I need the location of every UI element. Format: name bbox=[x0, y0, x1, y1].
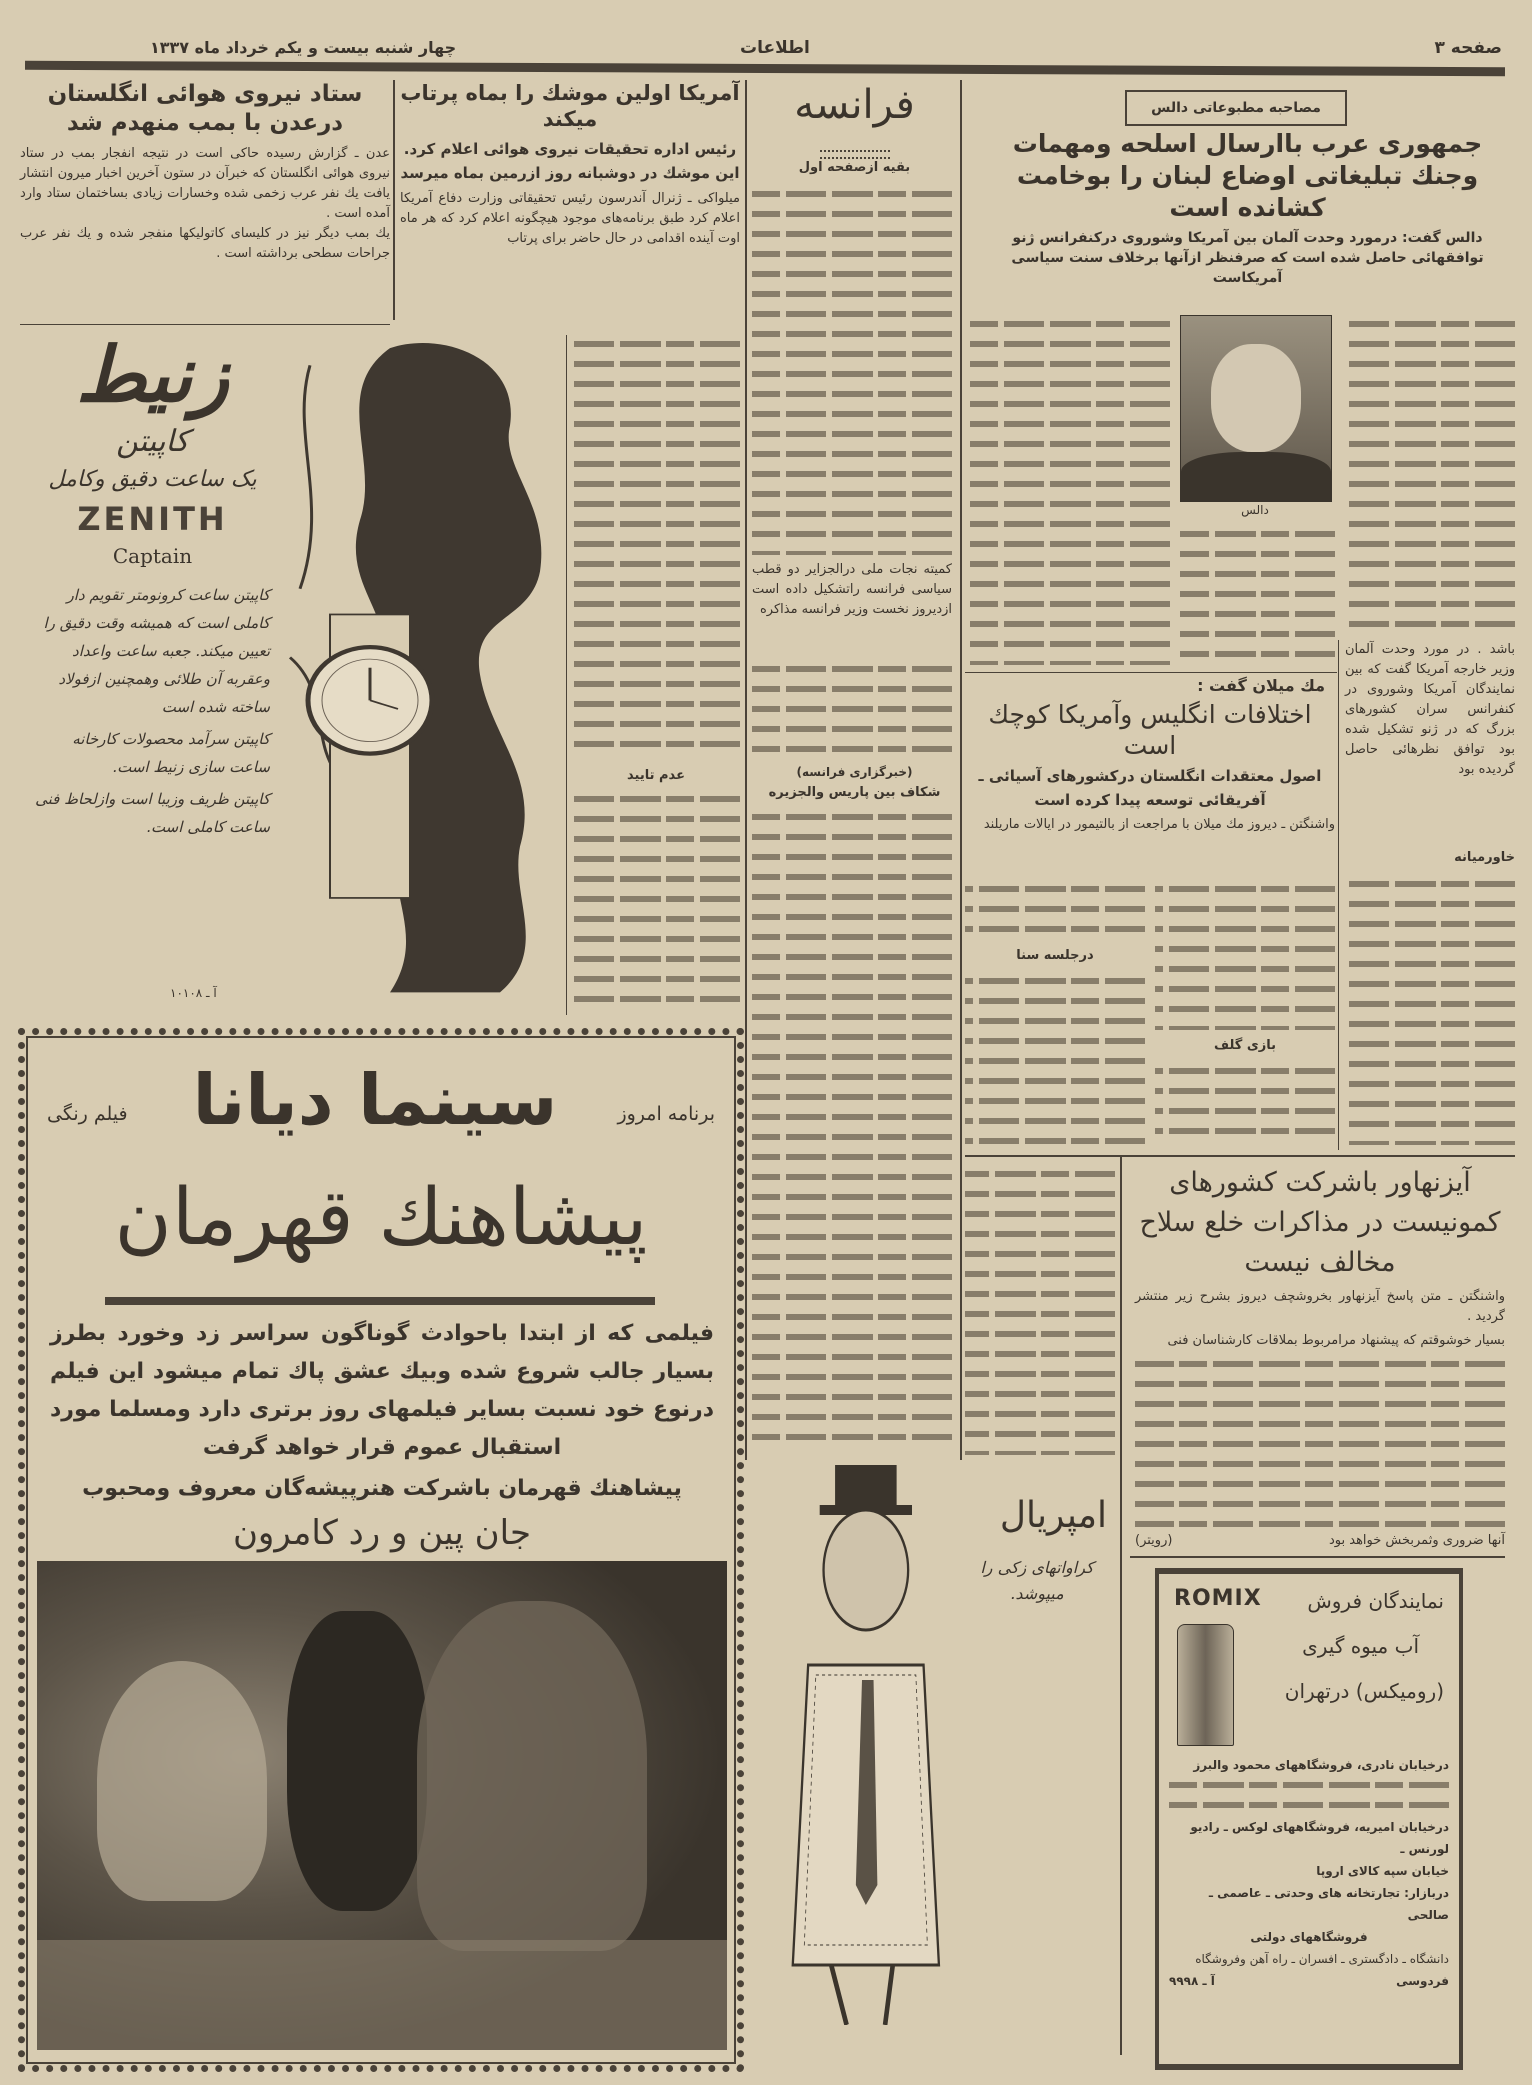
france-agency: (خبرگزاری فرانسه) bbox=[796, 765, 913, 779]
aden-paragraph-1: عدن ـ گزارش رسیده حاکی است در نتیجه انفجار بمب در ستاد نیروی هوائی انگلستان که خبرآن در ستون آخرین اخبار میرون انتشار یافت یك نفر عرب زخمی شده وخسارات زیادی بساختمان ستاد وارد آمده است . bbox=[20, 145, 390, 221]
france-body-text bbox=[752, 808, 952, 1448]
continued-text bbox=[965, 1165, 1115, 1455]
moon-body-text-2 bbox=[572, 790, 740, 1010]
eisenhower-ending: آنها ضروری وثمربخش خواهد بود bbox=[1329, 1533, 1505, 1548]
macmillan-subhead: اصول معتقدات انگلستان درکشورهای آسیائی ـ آفریقائی توسعه پیدا کرده است bbox=[978, 767, 1322, 809]
column-divider bbox=[960, 80, 962, 1460]
dulles-subhead: دالس گفت: درمورد وحدت آلمان بین آمریکا وشوروی درکنفرانس ژنو توافقهائی حاصل شده است که صرفنظر ازآنها برخلاف سنت سیاسی آمریکاست bbox=[1011, 230, 1484, 286]
dealer-item: درخیابان امیریه، فروشگاههای لوکس ـ رادیو لورنس ـ bbox=[1190, 1820, 1449, 1856]
macmillan-heading-block bbox=[965, 676, 1335, 835]
macmillan-body-text bbox=[965, 972, 1145, 1145]
masthead-rule bbox=[25, 61, 1505, 76]
eisenhower-headline: آیزنهاور باشرکت کشورهای کمونیست در مذاکرات خلع سلاح مخالف نیست bbox=[1139, 1167, 1501, 1278]
dulles-body-text bbox=[1345, 315, 1515, 635]
watch-illustration bbox=[270, 331, 560, 1001]
film-stars: جان پین و رد کامرون bbox=[232, 1513, 532, 1553]
film-title: پیشاهنك قهرمان bbox=[114, 1173, 648, 1263]
dulles-photo bbox=[1180, 315, 1332, 502]
eisenhower-agency: (رویتر) bbox=[1135, 1533, 1173, 1548]
zenith-ad bbox=[20, 331, 560, 1011]
dulles-headline: جمهوری عرب باارسال اسلحه ومهمات وجنك تبلیغاتی اوضاع لبنان را بوخامت کشانده است bbox=[1012, 129, 1483, 222]
macmillan-body-text bbox=[1155, 1062, 1335, 1145]
zenith-brand-en: ZENITH bbox=[77, 500, 228, 539]
column-divider bbox=[393, 80, 395, 320]
eisenhower-body-text bbox=[1135, 1355, 1505, 1527]
romix-logo: ROMIX bbox=[1174, 1586, 1262, 1611]
imperial-ad bbox=[752, 1465, 1117, 2065]
title-rule bbox=[105, 1297, 655, 1305]
dulles-body-text bbox=[1180, 525, 1335, 665]
column-divider bbox=[1120, 1155, 1122, 2055]
macmillan-kicker: مك میلان گفت : bbox=[1197, 676, 1325, 695]
article-rule bbox=[965, 1155, 1515, 1157]
eisenhower-body-2: بسیار خوشوقتم که پیشنهاد مرامربوط بملاقات کارشناسان فنی bbox=[1167, 1333, 1505, 1348]
france-body: کمیته نجات ملی درالجزایر دو قطب سیاسی فرانسه راتشکیل داده است ازدیروز نخست وزیر فرانسه مذاکره bbox=[752, 562, 952, 617]
moon-headline: آمریکا اولین موشك را بماه پرتاب میکند bbox=[400, 81, 740, 132]
moon-body: میلواکی ـ ژنرال آندرسون رئیس تحقیقاتی وزارت دفاع آمریکا اعلام کرد طبق برنامه‌های موجود هیچگونه اعلام کرد که هر ماه اوت آینده اقدامی در حال حاضر برای پرتاب bbox=[400, 190, 740, 246]
zenith-copy-1: کاپیتن ساعت کرونومتر تقویم دار کاملی است که همیشه وقت دقیق را تعیین میکند. جعبه ساعت واعداد وعقربه آن طلائی وهمچنین ازفولاد ساخته شده است bbox=[43, 586, 270, 717]
zenith-brand-fa: زنیط bbox=[76, 330, 229, 419]
column-divider bbox=[566, 335, 567, 1015]
issue-date: چهار شنبه بیست و یکم خرداد ماه ۱۳۳۷ bbox=[150, 38, 457, 57]
article-rule bbox=[1130, 1556, 1505, 1558]
eisenhower-body-1: واشنگتن ـ متن پاسخ آیزنهاور بخروشچف دیروز بشرح زیر منتشر گردید . bbox=[1135, 1289, 1505, 1324]
dealer-item: دانشگاه ـ دادگستری ـ افسران ـ راه آهن وفروشگاه bbox=[1195, 1952, 1449, 1966]
france-subhead: شکاف بین پاریس والجزیره bbox=[768, 785, 941, 800]
cinema-ad bbox=[18, 1028, 744, 2072]
macmillan-body: واشنگتن ـ دیروز مك میلان با مراجعت از بالتیمور در ایالات ماریلند bbox=[983, 817, 1335, 832]
france-continued: بقیه ازصفحه اول bbox=[798, 160, 911, 175]
france-body-text bbox=[752, 660, 952, 760]
dulles-body-text bbox=[965, 315, 1170, 665]
romix-line-3: (رومیکس) درتهران bbox=[1284, 1679, 1444, 1703]
column-divider bbox=[745, 80, 747, 1460]
newspaper-name: اطلاعات bbox=[740, 38, 810, 58]
dealer-item: فردوسی bbox=[1396, 1974, 1449, 1988]
column-divider bbox=[1338, 640, 1339, 1150]
aden-headline: ستاد نیروی هوائی انگلستان درعدن با بمب منهدم شد bbox=[47, 81, 363, 136]
cinema-ad-lower bbox=[37, 1315, 727, 2050]
romix-line-2: آب میوه گیری bbox=[1302, 1634, 1419, 1658]
moon-article bbox=[400, 80, 740, 249]
zenith-copy-stack bbox=[35, 331, 270, 841]
aden-article bbox=[20, 80, 390, 320]
aden-body bbox=[20, 144, 390, 264]
color-film-label: فیلم رنگی bbox=[47, 1103, 128, 1125]
dulles-body-text bbox=[1345, 875, 1515, 1145]
macmillan-headline: اختلافات انگلیس وآمریکا کوچك است bbox=[988, 700, 1312, 760]
dulles-photo-caption: دالس bbox=[1241, 503, 1269, 517]
cinema-program-label: برنامه امروز bbox=[617, 1103, 715, 1125]
page-number: صفحه ۳ bbox=[1434, 38, 1502, 58]
eisenhower-article bbox=[1135, 1163, 1505, 1551]
romix-dealers bbox=[1169, 1754, 1449, 1992]
zenith-model-en: Captain bbox=[112, 544, 193, 569]
column-rule bbox=[20, 324, 390, 325]
article-rule bbox=[965, 672, 1337, 673]
dulles-section-box bbox=[1125, 90, 1347, 126]
film-description: فیلمی که از ابتدا باحوادث گوناگون سراسر زد وخورد بطرز بسیار جالب شروع شده وبیك عشق پاك تمام میشود این فیلم درنوع خود نسبت بسایر فیلمهای روز برتری دارد ومسلما مورد استقبال عموم قرار خواهد گرفت bbox=[50, 1321, 714, 1460]
zenith-model-fa: کاپیتن bbox=[116, 424, 189, 460]
macmillan-section-1: درجلسه سنا bbox=[1016, 948, 1094, 963]
dulles-body: باشد . در مورد وحدت آلمان وزیر خارجه آمریکا گفت که بین نمایندگان آمریکا وشوروی در کنفرانس سران کشورهای بزرگ که در ژنو تشکیل شده بود توافق نظرهائی حاصل گردیده بود bbox=[1345, 642, 1515, 777]
gentleman-cartoon bbox=[762, 1465, 962, 2025]
film-still-photo bbox=[37, 1561, 727, 2050]
macmillan-section-2: بازی گلف bbox=[1213, 1038, 1277, 1053]
dealer-item: خیابان سپه کالای اروپا bbox=[1316, 1864, 1449, 1878]
cinema-name: سینما دیانا bbox=[192, 1059, 558, 1141]
imperial-brand: امپریال bbox=[999, 1495, 1107, 1536]
aden-paragraph-2: یك بمب دیگر نیز در کلیسای کاتولیکها منفجر شده و یك نفر عرب جراحات سطحی برداشته است . bbox=[20, 225, 390, 261]
zenith-copy-3: کاپیتن ظریف وزیبا است وازلحاظ فنی ساعت کاملی است. bbox=[35, 790, 270, 837]
eisenhower-closing bbox=[1135, 1531, 1505, 1551]
moon-subhead-2: عدم تایید bbox=[627, 768, 685, 783]
imperial-copy: کراواتهای زکی را میپوشد. bbox=[980, 1558, 1094, 1603]
film-cast-line: پیشاهنك قهرمان باشرکت هنرپیشه‌گان معروف ومحبوب bbox=[82, 1476, 682, 1501]
france-title: فرانسه bbox=[794, 82, 915, 128]
dealer-item: فروشگاههای دولتی bbox=[1250, 1930, 1368, 1944]
romix-line-1: نمایندگان فروش bbox=[1307, 1589, 1444, 1613]
france-body-text bbox=[752, 185, 952, 555]
dealer-item: درخیابان نادری، فروشگاههای محمود والبرز bbox=[1193, 1758, 1449, 1772]
dulles-section-label: مصاحبه مطبوعاتی دالس bbox=[1151, 100, 1321, 116]
zenith-tagline: یک ساعت دقیق وکامل bbox=[48, 467, 257, 493]
zenith-ad-ref: آ ـ ۱۰۱۰۸ bbox=[170, 986, 217, 1000]
romix-ad-ref: آ ـ ۹۹۹۸ bbox=[1169, 1974, 1215, 1988]
romix-ad bbox=[1155, 1568, 1463, 2070]
macmillan-body-text bbox=[1155, 880, 1335, 1030]
macmillan-body-text bbox=[965, 880, 1145, 940]
dealer-list-text bbox=[1169, 1776, 1449, 1816]
moon-subhead: رئیس اداره تحقیقات نیروی هوائی اعلام کرد. این موشك در دوشبانه روز ازرمین بماه میرسد bbox=[400, 139, 740, 182]
ornament-divider bbox=[820, 150, 890, 159]
juicer-illustration bbox=[1177, 1624, 1234, 1746]
moon-body-text bbox=[572, 335, 740, 760]
zenith-copy-2: کاپیتن سرآمد محصولات کارخانه ساعت سازی زنیط است. bbox=[72, 730, 270, 777]
dealer-item: دربازار: تجارتخانه های وحدتی ـ عاصمی ـ صالحی bbox=[1208, 1886, 1449, 1922]
dulles-section-heading: خاورمیانه bbox=[1454, 850, 1515, 865]
dulles-heading-block bbox=[975, 128, 1520, 288]
